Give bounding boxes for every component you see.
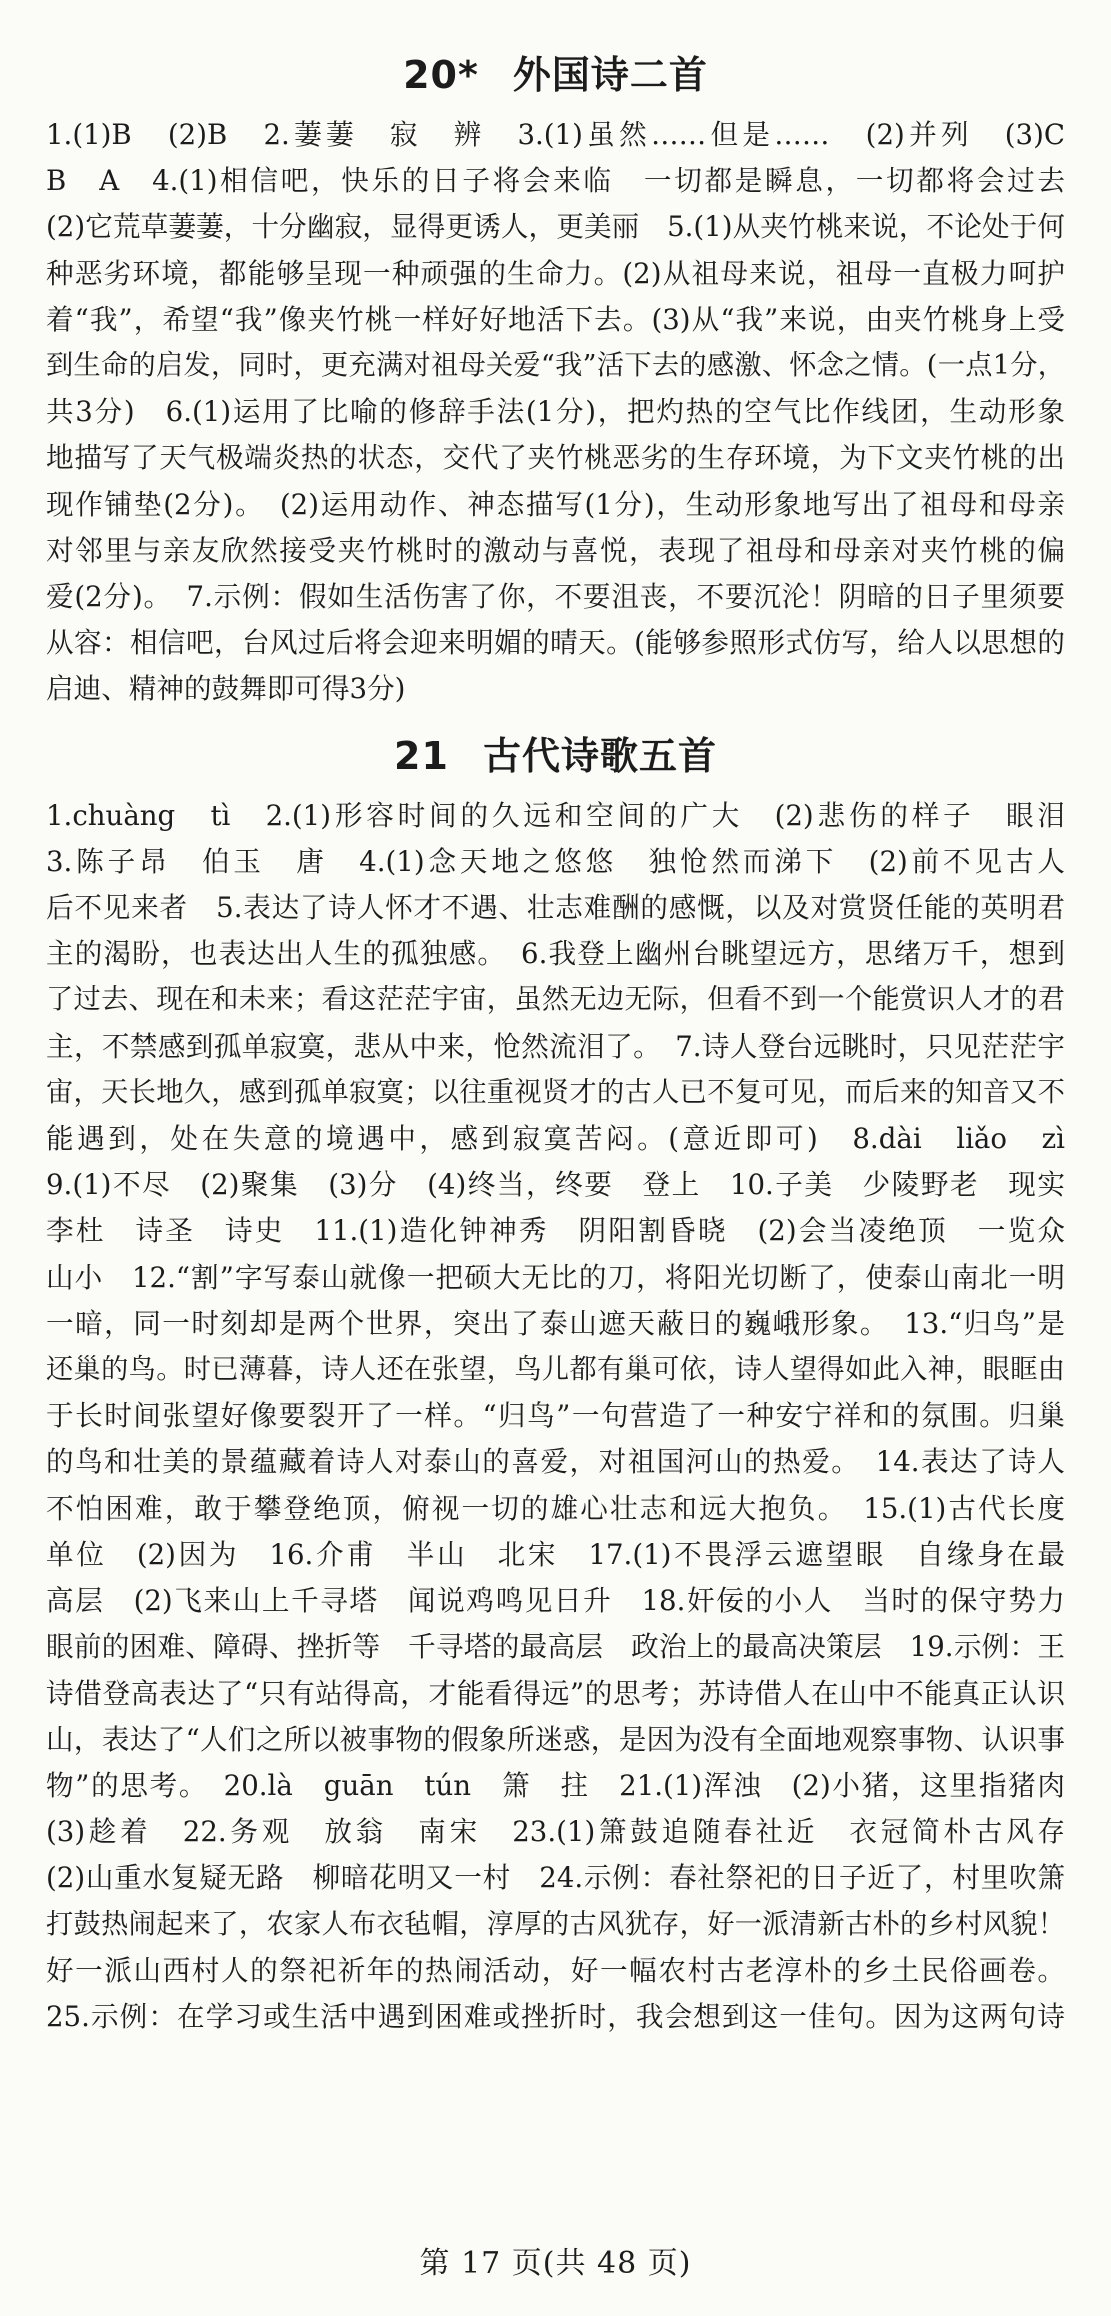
text-line: 好一派山西村人的祭祀祈年的热闹活动，好一幅农村古老淳朴的乡土民俗画卷。: [46, 1953, 1065, 1987]
text-line: 山，表达了“人们之所以被事物的假象所迷惑，是因为没有全面地观察事物、认识事: [46, 1722, 1065, 1756]
text-line: 共3分) 6.(1)运用了比喻的修辞手法(1分)，把灼热的空气比作线团，生动形象: [46, 395, 1065, 429]
text-line: 不怕困难，敢于攀登绝顶，俯视一切的雄心壮志和远大抱负。 15.(1)古代长度: [46, 1491, 1065, 1525]
section-title: 外国诗二首: [512, 53, 708, 97]
text-line: (3)趁着 22.务观 放翁 南宋 23.(1)箫鼓追随春社近 衣冠简朴古风存: [46, 1815, 1065, 1849]
section-title: 古代诗歌五首: [482, 733, 717, 778]
section-heading: [46, 725, 1065, 787]
section-number: 20*: [403, 53, 479, 97]
text-line: 了过去、现在和未来；看这茫茫宇宙，虽然无边无际，但看不到一个能赏识人才的君: [46, 984, 1065, 1016]
text-line: 还巢的鸟。时已薄暮，诗人还在张望，鸟儿都有巢可依，诗人望得如此入神，眼眶由: [46, 1354, 1065, 1386]
text-line: 后不见来者 5.表达了诗人怀才不遇、壮志难酬的感慨，以及对赏贤任能的英明君: [46, 891, 1065, 925]
text-line: (2)山重水复疑无路 柳暗花明又一村 24.示例：春社祭祀的日子近了，村里吹箫: [46, 1861, 1065, 1895]
text-line: 的鸟和壮美的景蕴藏着诗人对泰山的喜爱，对祖国河山的热爱。 14.表达了诗人: [46, 1445, 1065, 1479]
text-line: 对邻里与亲友欣然接受夹竹桃时的激动与喜悦，表现了祖母和母亲对夹竹桃的偏: [46, 533, 1065, 567]
text-line: 眼前的困难、障碍、挫折等 千寻塔的最高层 政治上的最高决策层 19.示例：王: [46, 1630, 1065, 1664]
text-line: 到生命的启发，同时，更充满对祖母关爱“我”活下去的感激、怀念之情。(一点1分，: [46, 350, 1065, 382]
text-line: 现作铺垫(2分)。 (2)运用动作、神态描写(1分)，生动形象地写出了祖母和母亲: [46, 487, 1065, 521]
text-line: 主的渴盼，也表达出人生的孤独感。 6.我登上幽州台眺望远方，思绪万千，想到: [46, 937, 1065, 971]
answer-text: [46, 112, 1065, 713]
text-line: 1.chuàng tì 2.(1)形容时间的久远和空间的广大 (2)悲伤的样子 眼泪: [46, 798, 1065, 832]
text-line: 启迪、精神的鼓舞即可得3分): [46, 672, 406, 706]
text-line: 山小 12.“割”字写泰山就像一把硕大无比的刀，将阳光切断了，使泰山南北一明: [46, 1260, 1065, 1294]
section-21: [46, 725, 1065, 2040]
text-line: 1.(1)B (2)B 2.萋萋 寂 辨 3.(1)虽然……但是…… (2)并列 (3)C: [46, 118, 1065, 151]
text-line: 种恶劣环境，都能够呈现一种顽强的生命力。(2)从祖母来说，祖母一直极力呵护: [46, 256, 1065, 290]
text-line: 从容：相信吧，台风过后将会迎来明媚的晴天。(能够参照形式仿写，给人以思想的: [46, 626, 1065, 660]
text-line: 打鼓热闹起来了，农家人布衣毡帽，淳厚的古风犹存，好一派清新古朴的乡村风貌！: [46, 1908, 1065, 1940]
text-line: 李杜 诗圣 诗史 11.(1)造化钟神秀 阴阳割昏晓 (2)会当凌绝顶 一览众: [46, 1214, 1065, 1248]
page-footer: 第 17 页(共 48 页): [419, 2246, 692, 2281]
section-heading: [46, 44, 1065, 106]
text-line: 诗借登高表达了“只有站得高，才能看得远”的思考；苏诗借人在山中不能真正认识: [46, 1676, 1065, 1710]
answer-text: [46, 793, 1065, 2040]
text-line: 能遇到，处在失意的境遇中，感到寂寞苦闷。(意近即可) 8.dài liǎo zì: [46, 1122, 1065, 1156]
text-line: 3.陈子昂 伯玉 唐 4.(1)念天地之悠悠 独怆然而涕下 (2)前不见古人: [46, 844, 1065, 878]
text-line: 单位 (2)因为 16.介甫 半山 北宋 17.(1)不畏浮云遮望眼 自缘身在最: [46, 1537, 1065, 1571]
text-line: 宙，天长地久，感到孤单寂寞；以往重视贤才的古人已不复可见，而后来的知音又不: [46, 1076, 1065, 1108]
text-line: 9.(1)不尽 (2)聚集 (3)分 (4)终当，终要 登上 10.子美 少陵野老 现实: [46, 1168, 1065, 1202]
text-line: 地描写了天气极端炎热的状态，交代了夹竹桃恶劣的生存环境，为下文夹竹桃的出: [46, 441, 1065, 475]
text-line: B A 4.(1)相信吧，快乐的日子将会来临 一切都是瞬息，一切都将会过去: [46, 164, 1065, 198]
section-number: 21: [394, 733, 449, 778]
text-line: 高层 (2)飞来山上千寻塔 闻说鸡鸣见日升 18.奸佞的小人 当时的保守势力: [46, 1584, 1065, 1618]
text-line: 物”的思考。 20.là guān tún 箫 拄 21.(1)浑浊 (2)小猪，这里指猪肉: [46, 1768, 1065, 1802]
text-line: (2)它荒草萋萋，十分幽寂，显得更诱人，更美丽 5.(1)从夹竹桃来说，不论处于何: [46, 210, 1065, 244]
text-line: 25.示例：在学习或生活中遇到困难或挫折时，我会想到这一佳句。因为这两句诗: [46, 1999, 1065, 2033]
text-line: 爱(2分)。 7.示例：假如生活伤害了你，不要沮丧，不要沉沦！阴暗的日子里须要: [46, 580, 1065, 614]
text-line: 主，不禁感到孤单寂寞，悲从中来，怆然流泪了。 7.诗人登台远眺时，只见茫茫宇: [46, 1029, 1065, 1063]
text-line: 于长时间张望好像要裂开了一样。“归鸟”一句营造了一种安宁祥和的氛围。归巢: [46, 1399, 1065, 1433]
text-line: 着“我”，希望“我”像夹竹桃一样好好地活下去。(3)从“我”来说，由夹竹桃身上受: [46, 302, 1065, 336]
section-20: [46, 44, 1065, 713]
text-line: 一暗，同一时刻却是两个世界，突出了泰山遮天蔽日的巍峨形象。 13.“归鸟”是: [46, 1306, 1065, 1340]
